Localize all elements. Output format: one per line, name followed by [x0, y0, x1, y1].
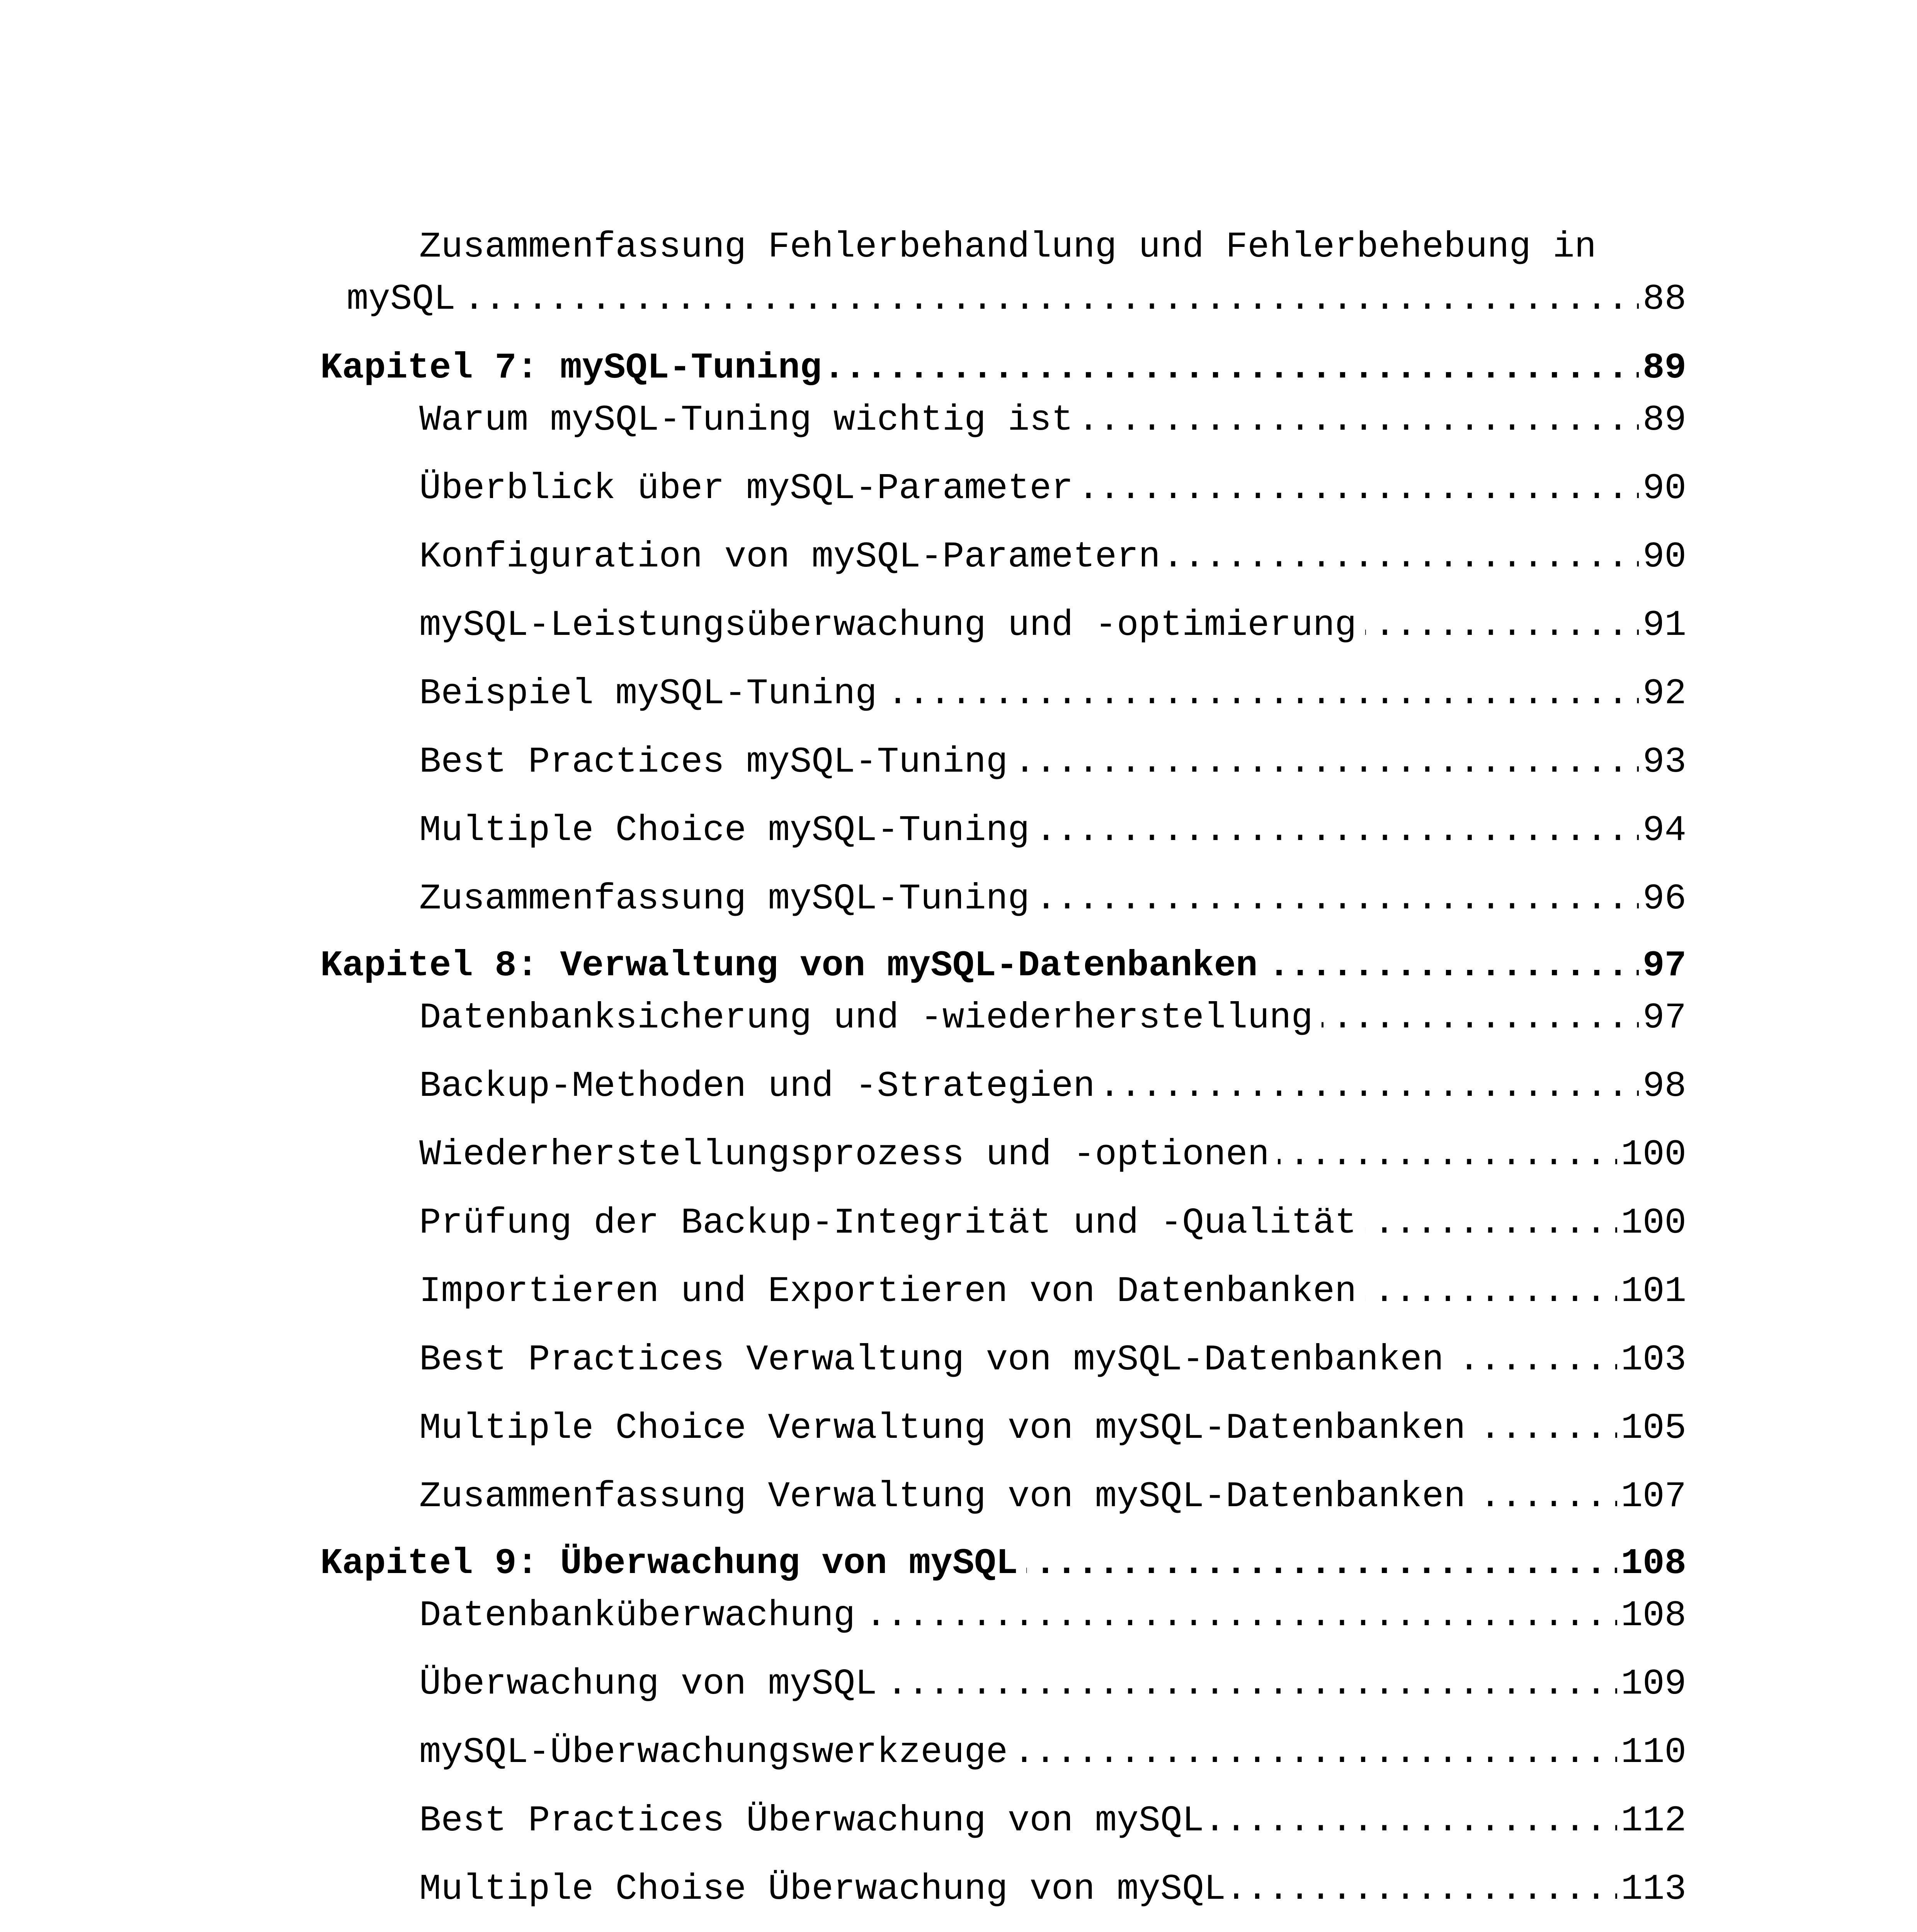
toc-page-number: 109 [1621, 1664, 1686, 1705]
dot-leader [1082, 466, 1639, 512]
toc-entry[interactable] [419, 1063, 1686, 1110]
toc-entry[interactable] [419, 1798, 1686, 1844]
dot-leader [1474, 1405, 1617, 1452]
toc-entry-title: Multiple Choice mySQL-Tuning [419, 810, 1030, 851]
toc-page-number: 113 [1621, 1869, 1686, 1910]
toc-page-number: 100 [1621, 1203, 1686, 1244]
toc-page-number: 107 [1621, 1476, 1686, 1517]
toc-entry[interactable] [419, 1593, 1686, 1639]
dot-leader [1365, 602, 1639, 649]
toc-entry[interactable] [419, 1866, 1686, 1913]
toc-entry[interactable] [419, 466, 1686, 512]
toc-chapter-9[interactable] [320, 1541, 1686, 1587]
toc-entry-title: Wiederherstellungsprozess und -optionen [419, 1134, 1269, 1175]
toc-entry-title: Datenbanksicherung und -wiederherstellung [419, 998, 1313, 1039]
toc-page-number: 91 [1643, 605, 1686, 646]
toc-chapter-title: Kapitel 9: Überwachung von mySQL [320, 1543, 1018, 1584]
dot-leader [1016, 739, 1639, 786]
dot-leader [1213, 1798, 1617, 1844]
dot-leader [1082, 397, 1639, 444]
toc-entry[interactable] [419, 876, 1686, 922]
toc-entry[interactable] [419, 671, 1686, 717]
dot-leader [1452, 1337, 1617, 1383]
toc-page-number: 105 [1621, 1408, 1686, 1449]
toc-page-number: 108 [1621, 1595, 1686, 1636]
dot-leader [1365, 1200, 1617, 1247]
toc-entry[interactable] [419, 1269, 1686, 1315]
toc-page-number: 97 [1643, 998, 1686, 1039]
dot-leader [1322, 995, 1639, 1041]
toc-entry-continued-line1: Zusammenfassung Fehlerbehandlung und Fehlerbehebung in [419, 227, 1597, 268]
toc-page-number: 94 [1643, 810, 1686, 851]
toc-entry[interactable] [419, 1474, 1686, 1520]
dot-leader [464, 276, 1639, 323]
toc-page-number: 96 [1643, 879, 1686, 920]
dot-leader [886, 671, 1639, 717]
dot-leader [1038, 876, 1639, 922]
dot-leader [1026, 1541, 1617, 1587]
dot-leader [1474, 1474, 1617, 1520]
toc-entry-title: Multiple Choise Überwachung von mySQL [419, 1869, 1226, 1910]
dot-leader [1016, 1730, 1617, 1776]
toc-entry-title: Überblick über mySQL-Parameter [419, 468, 1073, 509]
toc-entry[interactable] [419, 1132, 1686, 1178]
toc-chapter-8[interactable] [320, 943, 1686, 989]
toc-entry-title: Datenbanküberwachung [419, 1595, 856, 1636]
toc-page-number: 89 [1643, 400, 1686, 441]
toc-entry-title: Multiple Choice Verwaltung von mySQL-Datenbanken [419, 1408, 1466, 1449]
toc-entry-title: Beispiel mySQL-Tuning [419, 673, 877, 714]
dot-leader [1266, 943, 1639, 989]
toc-entry-title: Konfiguration von mySQL-Parametern [419, 537, 1160, 578]
toc-page-number: 89 [1643, 348, 1686, 389]
dot-leader [886, 1661, 1617, 1708]
dot-leader [1278, 1132, 1617, 1178]
toc-entry[interactable] [419, 1661, 1686, 1708]
toc-page-number: 108 [1621, 1543, 1686, 1584]
toc-entry-title: Warum mySQL-Tuning wichtig ist [419, 400, 1073, 441]
dot-leader [1234, 1866, 1617, 1913]
toc-page-number: 90 [1643, 468, 1686, 509]
dot-leader [1365, 1269, 1617, 1315]
toc-entry[interactable] [419, 739, 1686, 786]
toc-chapter-title: Kapitel 8: Verwaltung von mySQL-Datenbanken [320, 946, 1258, 986]
toc-entry[interactable] [419, 1337, 1686, 1383]
toc-entry-title: Importieren und Exportieren von Datenbanken [419, 1271, 1357, 1312]
toc-page-number: 112 [1621, 1801, 1686, 1842]
toc-entry[interactable] [419, 602, 1686, 649]
toc-entry[interactable] [419, 534, 1686, 580]
toc-page-number: 90 [1643, 537, 1686, 578]
toc-entry[interactable] [419, 995, 1686, 1041]
toc-entry-title: mySQL-Leistungsüberwachung und -optimierung [419, 605, 1357, 646]
toc-chapter-title: Kapitel 7: mySQL-Tuning [320, 348, 822, 389]
toc-entry-title: Best Practices mySQL-Tuning [419, 742, 1008, 783]
toc-page-number: 110 [1621, 1732, 1686, 1773]
toc-entry[interactable] [419, 808, 1686, 854]
toc-entry-title: Zusammenfassung mySQL-Tuning [419, 879, 1030, 920]
dot-leader [1169, 534, 1639, 580]
toc-entry-title: Prüfung der Backup-Integrität und -Qualität [419, 1203, 1357, 1244]
toc-page-number: 101 [1621, 1271, 1686, 1312]
toc-entry-title: mySQL [347, 279, 456, 320]
toc-page-number: 88 [1643, 279, 1686, 320]
toc-entry-title: mySQL-Überwachungswerkzeuge [419, 1732, 1008, 1773]
toc-entry[interactable] [419, 1405, 1686, 1452]
toc-entry-title: Zusammenfassung Verwaltung von mySQL-Datenbanken [419, 1476, 1466, 1517]
toc-page-number: 93 [1643, 742, 1686, 783]
toc-entry-title: Best Practices Verwaltung von mySQL-Datenbanken [419, 1340, 1444, 1381]
toc-entry[interactable] [419, 1730, 1686, 1776]
dot-leader [1038, 808, 1639, 854]
toc-entry-title: Backup-Methoden und -Strategien [419, 1066, 1095, 1107]
toc-entry[interactable] [419, 397, 1686, 444]
toc-entry-title: Überwachung von mySQL [419, 1664, 877, 1705]
dot-leader [864, 1593, 1617, 1639]
toc-page-number: 92 [1643, 673, 1686, 714]
toc-entry-continued[interactable] [347, 276, 1686, 323]
toc-chapter-7[interactable] [320, 345, 1686, 391]
dot-leader [830, 345, 1639, 391]
toc-page-number: 98 [1643, 1066, 1686, 1107]
toc-page-number: 97 [1643, 946, 1686, 986]
dot-leader [1104, 1063, 1639, 1110]
toc-page-number: 100 [1621, 1134, 1686, 1175]
toc-page-number: 103 [1621, 1340, 1686, 1381]
toc-entry[interactable] [419, 1200, 1686, 1247]
toc-entry-title: Best Practices Überwachung von mySQL [419, 1801, 1204, 1842]
